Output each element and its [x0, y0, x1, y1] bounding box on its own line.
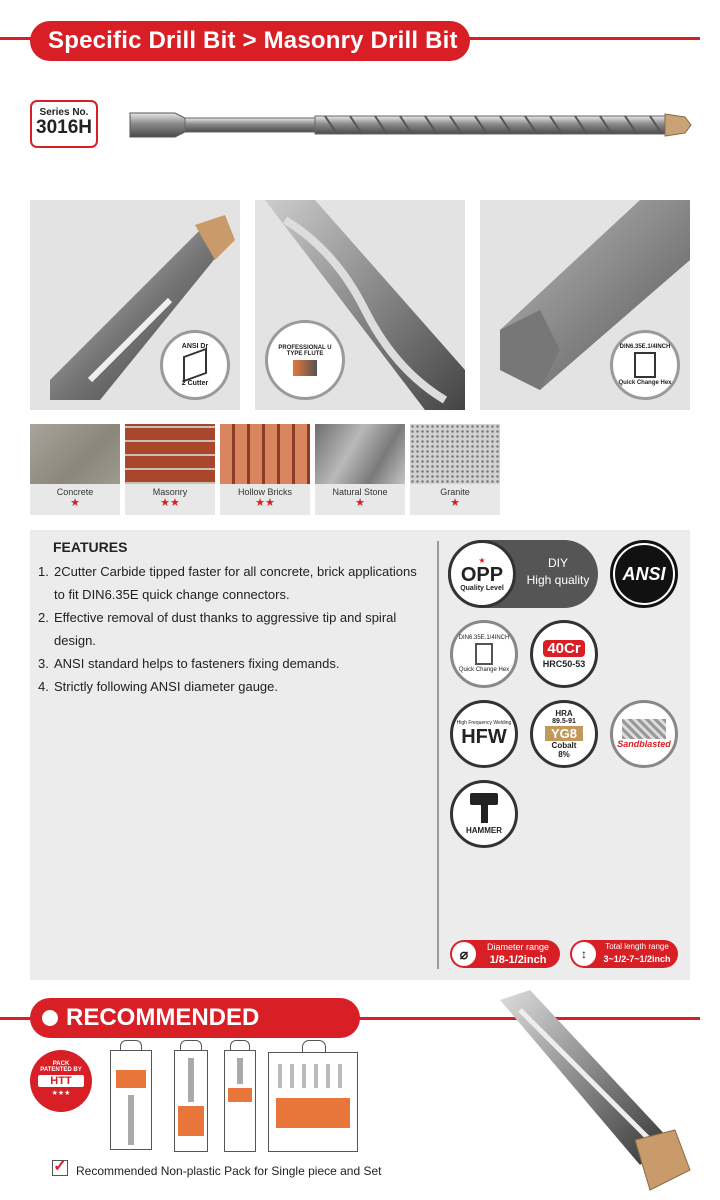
features-divider	[437, 541, 439, 969]
opp-star-icon: ★	[478, 555, 486, 565]
sandblasted-label: Sandblasted	[617, 739, 671, 749]
drill-bit-icon	[188, 1058, 194, 1102]
feature-number: 2.	[38, 610, 49, 625]
concrete-swatch	[30, 424, 120, 484]
badge-bottom-text: 2 Cutter	[181, 380, 209, 387]
length-range-badge	[570, 940, 678, 968]
chrome-steel-icon	[530, 620, 598, 688]
opp-sub: Quality Level	[460, 584, 504, 592]
yg8-title: YG8	[545, 726, 583, 741]
badge-bottom-text: Quick Change Hex	[618, 380, 672, 386]
features-title: FEATURES	[53, 539, 128, 555]
seal-stars-icon: ★★★	[51, 1090, 71, 1097]
hammer-label: HAMMER	[466, 826, 502, 835]
ansi-text: ANSI	[613, 543, 675, 605]
packing-note: Recommended Non-plastic Pack for Single piece and Set	[76, 1164, 382, 1178]
badge-top-text: ANSI Dr	[181, 343, 209, 350]
package-single-2	[170, 1040, 215, 1155]
series-number: 3016H	[36, 117, 92, 138]
hex-bottom-text: Quick Change Hex	[458, 667, 510, 673]
ansi-icon	[610, 540, 678, 608]
feature-item	[38, 675, 418, 698]
photo-tip	[30, 200, 240, 410]
drill-bit-closeup-image	[490, 990, 705, 1200]
drill-bit-image	[125, 105, 695, 145]
packing-title: RECOMMENDED	[30, 998, 360, 1038]
hammer-head-icon	[470, 793, 498, 805]
ansi-cutter-badge	[160, 330, 230, 400]
quick-change-hex-badge	[610, 330, 680, 400]
hfw-title: HFW	[461, 725, 507, 748]
badge-text: PROFESSIONAL U TYPE FLUTE	[278, 344, 332, 357]
drill-set-icon	[278, 1064, 348, 1088]
cobalt-label: Cobalt	[551, 740, 577, 750]
feature-number: 3.	[38, 656, 49, 671]
feature-item	[38, 560, 418, 606]
hfw-arc-text: High Frequency Welding	[456, 719, 512, 726]
hollow-brick-swatch	[220, 424, 310, 484]
page-title: Specific Drill Bit > Masonry Drill Bit	[30, 21, 470, 61]
series-badge	[30, 100, 98, 148]
hfw-icon	[450, 700, 518, 768]
patent-seal	[30, 1050, 92, 1112]
drill-bit-icon	[128, 1095, 134, 1145]
package-set	[268, 1040, 360, 1155]
material-natural-stone	[315, 424, 405, 515]
diameter-range-badge	[450, 940, 560, 968]
yg8-icon	[530, 700, 598, 768]
length-label: Total length range	[605, 942, 669, 951]
hammer-handle-icon	[481, 805, 488, 823]
series-label: Series No.	[39, 107, 89, 118]
material-label: Concrete	[56, 487, 94, 497]
granite-swatch	[410, 424, 500, 484]
stone-swatch	[315, 424, 405, 484]
feature-text: Effective removal of dust thanks to aggressive tip and spiral design.	[54, 610, 397, 648]
opp-icon	[448, 540, 516, 608]
feature-text: Strictly following ANSI diameter gauge.	[54, 679, 278, 694]
feature-number: 4.	[38, 679, 49, 694]
material-label: Natural Stone	[332, 487, 388, 497]
material-granite	[410, 424, 500, 515]
cobalt-percent: 8%	[558, 749, 570, 759]
material-hollow-bricks	[220, 424, 310, 515]
diy-label: DIY	[547, 556, 568, 570]
length-icon: ↕	[572, 942, 596, 966]
feature-item	[38, 606, 418, 652]
material-stars: ★	[355, 497, 365, 509]
flute-icon	[293, 360, 317, 376]
material-stars: ★★	[160, 497, 180, 509]
hra-value: 89.5-91	[552, 717, 576, 725]
feature-text: 2Cutter Carbide tipped faster for all concrete, brick applications to fit DIN6.35E quick change connectors.	[54, 564, 417, 602]
brick-swatch	[125, 424, 215, 484]
seal-mid-text: PATENTED BY	[40, 1067, 82, 1073]
length-value: 3~1/2-7~1/2inch	[603, 954, 671, 964]
badge-top-text: DIN6.35E.1/4INCH	[619, 344, 671, 350]
feature-text: ANSI standard helps to fasteners fixing demands.	[54, 656, 340, 671]
hex-top-text: DIN6.35E.1/4INCH	[458, 635, 510, 641]
hex-shank-icon	[450, 620, 518, 688]
hammer-icon	[450, 780, 518, 848]
cutter-icon	[183, 348, 207, 383]
material-label: Granite	[440, 487, 470, 497]
diy-text	[520, 555, 596, 589]
material-stars: ★	[70, 497, 80, 509]
package-label	[116, 1070, 146, 1088]
checkbox-icon: ✓	[53, 1158, 67, 1175]
cr-hardness: HRC50-53	[542, 658, 586, 669]
package-single-1	[110, 1040, 160, 1155]
package-label	[276, 1098, 350, 1128]
photo-hex	[480, 200, 690, 410]
material-stars: ★	[450, 497, 460, 509]
diameter-value: 1/8-1/2inch	[489, 954, 547, 966]
diameter-icon: ⌀	[452, 942, 476, 966]
opp-diy-badge	[448, 540, 598, 608]
u-flute-badge	[265, 320, 345, 400]
material-label: Hollow Bricks	[237, 487, 292, 497]
drill-bit-icon	[237, 1058, 243, 1084]
features-list	[38, 560, 418, 698]
opp-title: OPP	[460, 563, 504, 586]
packing-dot-icon	[42, 1010, 58, 1026]
material-stars: ★★	[255, 497, 275, 509]
sandblasted-icon	[610, 700, 678, 768]
feature-number: 1.	[38, 564, 49, 579]
hex-shape-icon	[475, 643, 493, 665]
material-label: Masonry	[152, 487, 188, 497]
hra-label: HRA	[555, 708, 573, 718]
hex-shank-icon	[634, 352, 656, 378]
material-concrete	[30, 424, 120, 515]
seal-logo-text: HTT	[38, 1075, 84, 1087]
package-label	[178, 1106, 204, 1136]
seal-top-text: PACK	[52, 1061, 70, 1067]
cr-title: 40Cr	[543, 640, 584, 657]
photo-flute	[255, 200, 465, 410]
diameter-label: Diameter range	[486, 942, 550, 952]
material-masonry	[125, 424, 215, 515]
package-label	[228, 1088, 252, 1102]
sand-texture-icon	[622, 719, 666, 739]
package-single-3	[222, 1040, 262, 1155]
high-quality-label: High quality	[526, 573, 590, 587]
feature-item	[38, 652, 418, 675]
